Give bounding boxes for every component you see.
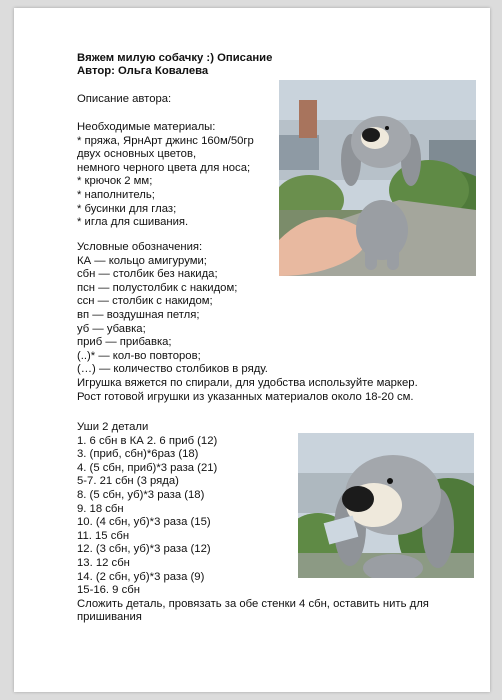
legend-line: приб — прибавка; bbox=[77, 336, 172, 349]
legend-line: псн — полустолбик с накидом; bbox=[77, 281, 238, 294]
legend-line: Игрушка вяжется по спирали, для удобства используйте маркер. bbox=[77, 376, 418, 389]
crochet-dog-closeup-photo bbox=[298, 433, 474, 578]
legend-line: вп — воздушная петля; bbox=[77, 308, 200, 321]
legend-line: КА — кольцо амигуруми; bbox=[77, 254, 207, 267]
legend-line: (..)* — кол-во повторов; bbox=[77, 349, 201, 362]
materials-list bbox=[77, 121, 254, 230]
ears-line: пришивания bbox=[77, 611, 142, 624]
ears-line: Сложить деталь, провязать за обе стенки 4 сбн, оставить нить для bbox=[77, 597, 429, 610]
legend-line: (…) — количество столбиков в ряду. bbox=[77, 363, 268, 376]
legend-line: Условные обозначения: bbox=[77, 241, 203, 253]
legend-line: ссн — столбик с накидом; bbox=[77, 295, 213, 308]
ears-line: 15-16. 9 сбн bbox=[77, 584, 140, 597]
intro-line: Описание автора: bbox=[77, 93, 172, 105]
materials-line: * наполнитель; bbox=[77, 188, 155, 201]
document-title: Вяжем милую собачку :) Описание bbox=[77, 52, 273, 64]
materials-line: * игла для сшивания. bbox=[77, 216, 189, 229]
ears-line: 4. (5 сбн, приб)*3 раза (21) bbox=[77, 461, 218, 474]
materials-line: * бусинки для глаз; bbox=[77, 202, 177, 215]
legend-line: уб — убавка; bbox=[77, 322, 146, 335]
ears-line: 10. (4 сбн, уб)*3 раза (15) bbox=[77, 516, 211, 529]
document-page bbox=[14, 8, 490, 692]
ears-line: 14. (2 сбн, уб)*3 раза (9) bbox=[77, 570, 205, 583]
ears-line: 5-7. 21 сбн (3 ряда) bbox=[77, 475, 179, 488]
materials-line: немного черного цвета для носа; bbox=[77, 161, 251, 174]
ears-line: 3. (приб, сбн)*6раз (18) bbox=[77, 448, 199, 461]
ears-line: 1. 6 сбн в КА 2. 6 приб (12) bbox=[77, 434, 218, 447]
legend-line: сбн — столбик без накида; bbox=[77, 268, 218, 281]
materials-line: Необходимые материалы: bbox=[77, 121, 216, 133]
materials-line: двух основных цветов, bbox=[77, 148, 197, 161]
materials-line: * пряжа, ЯрнАрт джинс 160м/50гр bbox=[77, 134, 254, 147]
ears-line: 9. 18 сбн bbox=[77, 502, 124, 515]
ears-line: 13. 12 сбн bbox=[77, 556, 130, 569]
ears-line: 8. (5 сбн, уб)*3 раза (18) bbox=[77, 488, 205, 501]
ears-line: Уши 2 детали bbox=[77, 421, 149, 433]
document-author: Автор: Ольга Ковалева bbox=[77, 65, 209, 77]
ears-line: 11. 15 сбн bbox=[77, 529, 130, 542]
materials-line: * крючок 2 мм; bbox=[77, 175, 153, 188]
ears-line: 12. (3 сбн, уб)*3 раза (12) bbox=[77, 543, 211, 556]
crochet-dog-photo bbox=[279, 80, 476, 276]
legend-line: Рост готовой игрушки из указанных материалов около 18-20 см. bbox=[77, 390, 414, 403]
